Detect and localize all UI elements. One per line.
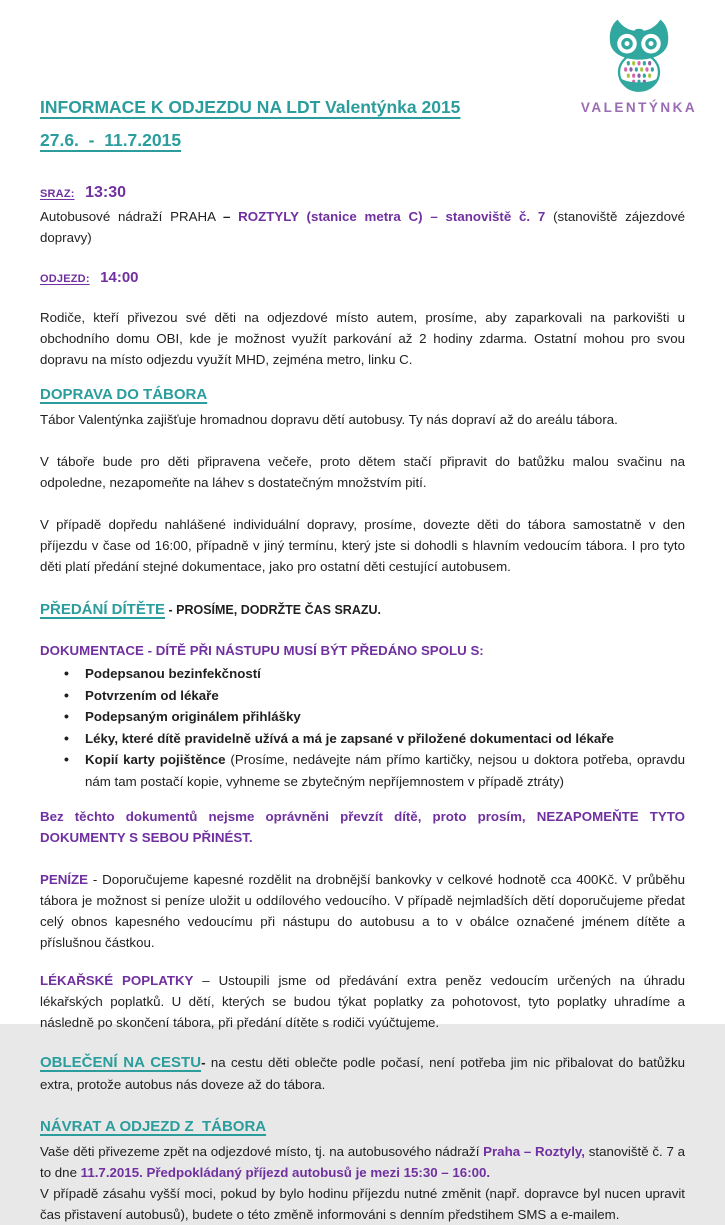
doprava-paragraph-2: V táboře bude pro děti připravena večeře, proto dětem stačí připravit do batůžku malou svačinu na odpoledne, nezapomeňte na láhev s dostatečným množstvím pití. [40,454,685,490]
predani-heading: PŘEDÁNÍ DÍTĚTE [40,601,166,618]
meeting-time-row [40,183,685,204]
brand-name: VALENTÝNKA [580,100,698,115]
location-dash: – [222,209,239,224]
section-heading-doprava: DOPRAVA DO TÁBORA [40,386,208,403]
bullet-text: Potvrzením od lékaře [85,687,219,703]
penize-text: - Doporučujeme kapesné rozdělit na drobnější bankovky v celkové hodnotě cca 400Kč. V průběhu tábora je možnost si peníze uložit u oddílového vedoucího. V případě nejmladších dětí doporučujeme předat celý obnos kapesného vedoucímu při nástupu do autobusu a to v obálce označené jménem dítěte a příslušnou částkou. [40,872,685,950]
obleceni-dash: - [201,1055,206,1070]
location-prefix: Autobusové nádraží PRAHA [40,209,223,224]
list-item [40,749,685,792]
obleceni-heading: OBLEČENÍ NA CESTU [40,1054,202,1071]
list-item [40,706,685,728]
meeting-location [40,206,685,248]
bullet-text: Podepsaným originálem přihlášky [85,709,301,724]
departure-time-row [40,268,685,289]
section-heading-predani [40,599,685,621]
meeting-label: SRAZ: [40,188,75,200]
meeting-time: 13:30 [85,184,126,201]
location-highlight: ROZTYLY (stanice metra C) – stanoviště č. 7 [238,209,546,224]
departure-label: ODJEZD: [40,273,90,285]
penize-label: PENÍZE [40,872,89,887]
predani-note: - PROSÍME, DODRŽTE ČAS SRAZU. [165,603,381,617]
location-suffix: (stanoviště zájezdové dopravy) [40,209,686,245]
doprava-paragraph-3: V případě dopředu nahlášené individuální dopravy, prosíme, dovezte děti do tábora samostatně v den příjezdu v čase od 16:00, případně v jiný termínu, který jste si dohodli s hlavním vedoucím tábora. I pro tyto děti platí předání stejné dokumentace, jako pro ostatní děti cestující autobusem. [40,517,685,574]
camp-logo [575,16,703,115]
penize-paragraph [40,869,685,953]
departure-time: 14:00 [100,269,139,286]
list-item [40,685,685,707]
obleceni-paragraph [40,1052,685,1096]
poplatky-paragraph [40,970,685,1033]
documents-warning: Bez těchto dokumentů nejsme oprávněni převzít dítě, proto prosím, NEZAPOMEŇTE TYTO DOKUMENTY S SEBOU PŘINÉST. [40,809,685,845]
list-item [40,663,685,685]
bullet-text: Kopií karty pojištěnce [85,752,226,767]
navrat-black-2: stanoviště č. 7 a to dne [40,1144,686,1180]
poplatky-label: LÉKAŘSKÉ POPLATKY [40,973,194,988]
navrat-paragraph-1 [40,1141,685,1183]
parking-paragraph: Rodiče, kteří přivezou své děti na odjezdové místo autem, prosíme, aby zaparkovali na parkovišti u obchodního domu OBI, kde je možnost využít parkování až 2 hodiny zdarma. Ostatní mohou pro svou dopravu na místo odjezdu využít MHD, zejména metro, linku C. [40,310,685,367]
bullet-text: Podepsanou bezinfekčností [85,666,261,681]
page-title-dates: 27.6. - 11.7.2015 [40,130,182,150]
list-item [40,728,685,750]
dokumentace-heading: DOKUMENTACE - DÍTĚ PŘI NÁSTUPU MUSÍ BÝT PŘEDÁNO SPOLU S: [40,643,484,658]
page-title-line1: INFORMACE K ODJEZDU NA LDT Valentýnka 2015 [40,97,461,117]
poplatky-text: – Ustoupili jsme od předávání extra peněz vedoucím určených na úhradu lékařských poplatků. U dětí, kterých se budou týkat poplatky za pohotovost, tyto poplatky uhradíme a následně po skončení tábora, při předání dítěte s rodiči vyúčtujeme. [40,973,686,1030]
obleceni-text: na cestu děti oblečte podle počasí, není potřeba jim nic přibalovat do batůžku extra, protože autobus nás doveze až do tábora. [40,1055,686,1092]
doprava-paragraph-1: Tábor Valentýnka zajišťuje hromadnou dopravu dětí autobusy. Ty nás dopraví až do areálu tábora. [40,412,618,427]
bullet-text: Léky, které dítě pravidelně užívá a má je zapsané v přiložené dokumentaci od lékaře [85,730,614,746]
section-heading-navrat: NÁVRAT A ODJEZD Z TÁBORA [40,1118,267,1135]
documents-list [40,663,685,792]
bullet-rest: (Prosíme, nedávejte nám přímo kartičky, nejsou u doktora potřeba, opravdu nám tam postačí kopie, vyhneme se zbytečným nepříjemnostem v případě ztráty) [85,752,685,789]
navrat-paragraph-2: V případě zásahu vyšší moci, pokud by bylo hodinu příjezdu nutné změnit (např. dopravce byl nucen upravit čas přistavení autobusů), budete o této změně informováni s denním předstihem SMS a e-mailem. [40,1186,685,1222]
navrat-black-1: Vaše děti přivezeme zpět na odjezdové místo, tj. na autobusového nádraží [40,1144,484,1159]
navrat-purple-2: 11.7.2015. Předpokládaný příjezd autobusů je mezi 15:30 – 16:00. [80,1165,491,1180]
navrat-purple-1: Praha – Roztyly, [483,1144,585,1159]
owl-logo-icon [599,16,679,98]
